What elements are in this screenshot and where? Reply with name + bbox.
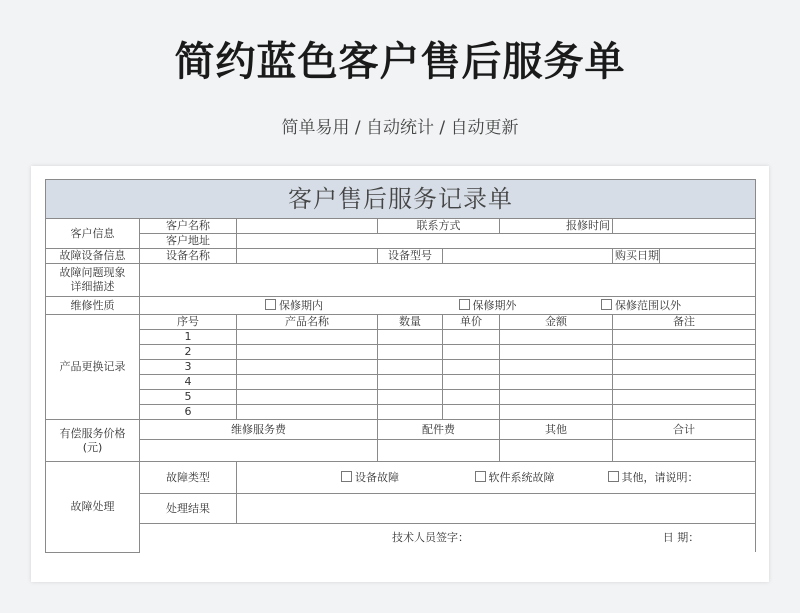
product-cell[interactable] — [237, 405, 378, 420]
paid-service-line2: (元) — [82, 440, 103, 454]
product-cell[interactable] — [237, 360, 378, 375]
amount-cell[interactable] — [500, 360, 613, 375]
unit-price-cell[interactable] — [443, 345, 500, 360]
unit-price-cell[interactable] — [443, 360, 500, 375]
paid-service-line1: 有偿服务价格 — [59, 426, 126, 440]
fault-description-cell[interactable] — [140, 264, 756, 297]
product-cell[interactable] — [237, 375, 378, 390]
report-time-cell[interactable] — [613, 219, 756, 234]
label-other: 其他 — [500, 420, 613, 440]
row-no: 4 — [140, 375, 237, 390]
checkbox-out-warranty[interactable] — [459, 299, 470, 310]
unit-price-cell[interactable] — [443, 330, 500, 345]
fault-desc-line1: 故障问题现象 — [59, 266, 126, 279]
table-row — [46, 360, 756, 375]
service-record-table — [45, 179, 756, 553]
tech-sign-label: 技术人员签字： — [392, 531, 469, 544]
amount-cell[interactable] — [500, 345, 613, 360]
label-total: 合计 — [613, 420, 756, 440]
checkbox-in-warranty[interactable] — [265, 299, 276, 310]
opt-out-scope-label: 保修范围以外 — [615, 298, 681, 312]
col-amount: 金额 — [500, 315, 613, 330]
total-cell[interactable] — [613, 440, 756, 462]
label-fault-type: 故障类型 — [140, 462, 237, 494]
unit-price-cell[interactable] — [443, 375, 500, 390]
remark-cell[interactable] — [613, 375, 756, 390]
form-card — [31, 166, 769, 582]
ft-software-label: 软件系统故障 — [488, 470, 555, 484]
label-fault-handling: 故障处理 — [46, 462, 140, 553]
row-no: 6 — [140, 405, 237, 420]
label-product-replace: 产品更换记录 — [46, 315, 140, 420]
qty-cell[interactable] — [378, 390, 443, 405]
row-no: 2 — [140, 345, 237, 360]
label-device-model: 设备型号 — [378, 249, 443, 264]
checkbox-other-fault[interactable] — [608, 471, 619, 482]
table-row — [46, 405, 756, 420]
remark-cell[interactable] — [613, 390, 756, 405]
label-parts-fee: 配件费 — [378, 420, 500, 440]
table-row — [46, 390, 756, 405]
form-header: 客户售后服务记录单 — [46, 180, 756, 219]
label-customer-address: 客户地址 — [140, 234, 237, 249]
table-row — [46, 345, 756, 360]
page-subtitle: 简单易用 / 自动统计 / 自动更新 — [281, 118, 519, 138]
col-unit-price: 单价 — [443, 315, 500, 330]
checkbox-software-fault[interactable] — [475, 471, 486, 482]
repair-fee-cell[interactable] — [140, 440, 378, 462]
amount-cell[interactable] — [500, 405, 613, 420]
label-result: 处理结果 — [140, 494, 237, 524]
ft-other-label: 其他，请说明： — [621, 470, 699, 484]
signature-row — [140, 524, 756, 553]
table-row — [46, 375, 756, 390]
customer-address-cell[interactable] — [237, 234, 756, 249]
remark-cell[interactable] — [613, 345, 756, 360]
remark-cell[interactable] — [613, 360, 756, 375]
col-remark: 备注 — [613, 315, 756, 330]
label-customer-info: 客户信息 — [46, 219, 140, 249]
qty-cell[interactable] — [378, 405, 443, 420]
amount-cell[interactable] — [500, 390, 613, 405]
parts-fee-cell[interactable] — [378, 440, 500, 462]
label-purchase-date: 购买日期 — [613, 249, 660, 264]
unit-price-cell[interactable] — [443, 405, 500, 420]
label-device-name: 设备名称 — [140, 249, 237, 264]
col-product: 产品名称 — [237, 315, 378, 330]
unit-price-cell[interactable] — [443, 390, 500, 405]
label-customer-name: 客户名称 — [140, 219, 237, 234]
label-repair-nature: 维修性质 — [46, 297, 140, 315]
col-no: 序号 — [140, 315, 237, 330]
qty-cell[interactable] — [378, 360, 443, 375]
checkbox-out-scope[interactable] — [601, 299, 612, 310]
label-contact: 联系方式 — [378, 219, 500, 234]
purchase-date-cell[interactable] — [660, 249, 756, 264]
label-device-info: 故障设备信息 — [46, 249, 140, 264]
opt-out-warranty-label: 保修期外 — [472, 298, 517, 312]
fault-desc-line2: 详细描述 — [70, 280, 115, 293]
product-cell[interactable] — [237, 345, 378, 360]
remark-cell[interactable] — [613, 330, 756, 345]
page-title: 简约蓝色客户售后服务单 — [174, 39, 626, 85]
label-report-time: 报修时间 — [500, 219, 613, 234]
row-no: 1 — [140, 330, 237, 345]
qty-cell[interactable] — [378, 375, 443, 390]
label-fault-description — [46, 264, 140, 297]
ft-device-label: 设备故障 — [355, 470, 399, 484]
amount-cell[interactable] — [500, 330, 613, 345]
label-repair-fee: 维修服务费 — [140, 420, 378, 440]
table-row — [46, 330, 756, 345]
fault-type-options — [237, 462, 756, 494]
amount-cell[interactable] — [500, 375, 613, 390]
product-cell[interactable] — [237, 390, 378, 405]
qty-cell[interactable] — [378, 345, 443, 360]
remark-cell[interactable] — [613, 405, 756, 420]
device-name-cell[interactable] — [237, 249, 378, 264]
row-no: 5 — [140, 390, 237, 405]
result-cell[interactable] — [237, 494, 756, 524]
device-model-cell[interactable] — [443, 249, 613, 264]
customer-name-cell[interactable] — [237, 219, 378, 234]
opt-in-warranty-label: 保修期内 — [279, 298, 323, 312]
other-fee-cell[interactable] — [500, 440, 613, 462]
qty-cell[interactable] — [378, 330, 443, 345]
row-no: 3 — [140, 360, 237, 375]
repair-nature-options — [140, 297, 756, 315]
label-paid-service — [46, 420, 140, 462]
col-qty: 数量 — [378, 315, 443, 330]
date-label: 日 期： — [662, 531, 700, 544]
checkbox-device-fault[interactable] — [341, 471, 352, 482]
product-cell[interactable] — [237, 330, 378, 345]
